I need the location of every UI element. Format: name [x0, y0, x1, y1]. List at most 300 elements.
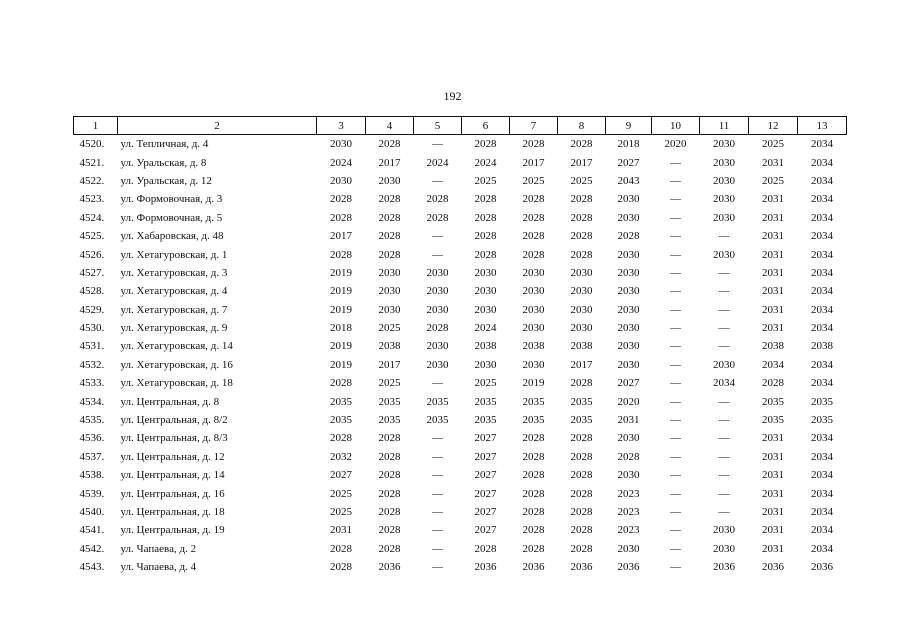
year-col-11-cell: 2034 [713, 377, 735, 390]
year-col-4-cell: 2028 [378, 469, 401, 482]
year-col-6-cell: 2028 [474, 138, 497, 151]
year-col-12-cell: 2034 [762, 358, 784, 371]
year-col-9-cell: 2027 [617, 377, 640, 390]
year-col-9-cell: 2027 [617, 156, 640, 169]
address-cell: ул. Центральная, д. 8/2 [120, 414, 228, 427]
table-row [74, 209, 847, 227]
table-row [74, 264, 847, 282]
year-col-13-cell: 2034 [811, 322, 833, 335]
year-col-5-cell: 2028 [426, 211, 449, 224]
year-col-11-cell: 2030 [713, 211, 735, 224]
year-col-3-cell: 2025 [330, 487, 352, 500]
year-col-6-cell: 2030 [474, 285, 497, 298]
year-col-5-cell: 2028 [426, 322, 449, 335]
year-col-5-cell: 2030 [426, 303, 449, 316]
year-col-10-cell: — [670, 340, 681, 353]
year-col-10-cell: — [670, 230, 681, 243]
address-cell: ул. Хетагуровская, д. 9 [120, 322, 228, 335]
year-col-5-cell: — [432, 561, 443, 574]
year-col-13-cell: 2034 [811, 211, 833, 224]
year-col-4-cell: 2028 [378, 230, 401, 243]
record-number-cell: 4539. [79, 487, 105, 500]
year-col-11-cell: 2030 [713, 138, 735, 151]
year-col-10-cell: — [670, 506, 681, 518]
year-col-3-cell: 2028 [330, 561, 352, 574]
year-col-9-cell: 2028 [617, 450, 640, 463]
year-col-7-cell: 2030 [522, 266, 545, 279]
address-cell: ул. Центральная, д. 18 [120, 506, 225, 518]
address-cell: ул. Чапаева, д. 2 [120, 542, 197, 555]
year-col-12-cell: 2036 [762, 561, 784, 574]
year-col-13-cell: 2034 [811, 358, 833, 371]
year-col-7-cell: 2028 [522, 211, 545, 224]
year-col-9-cell: 2031 [617, 414, 640, 427]
address-cell: ул. Тепличная, д. 4 [120, 138, 209, 151]
year-col-8-cell: 2030 [570, 303, 593, 316]
year-col-4-cell: 2038 [378, 340, 401, 353]
year-col-8-cell: 2028 [570, 487, 593, 500]
year-col-10-cell: — [670, 322, 681, 335]
year-col-11-cell: 2030 [713, 193, 735, 206]
year-col-8-cell: 2028 [570, 524, 593, 537]
record-number-cell: 4540. [79, 506, 105, 518]
year-col-4-cell: 2017 [378, 358, 401, 371]
year-col-6-cell: 2025 [474, 174, 497, 187]
year-col-13-cell: 2034 [811, 432, 833, 445]
year-col-8-cell: 2028 [570, 506, 593, 518]
table-row [74, 540, 847, 558]
year-col-8-cell: 2017 [570, 156, 593, 169]
year-col-10-cell: — [670, 542, 681, 555]
year-col-5-cell: — [432, 524, 443, 537]
year-col-12-cell: 2031 [762, 248, 784, 261]
year-col-5-cell: — [432, 248, 443, 261]
year-col-6-cell: 2038 [474, 340, 497, 353]
year-col-8-cell: 2028 [570, 377, 593, 390]
year-col-6-cell: 2024 [474, 322, 497, 335]
table-row [74, 135, 847, 154]
year-col-5-cell: — [432, 138, 443, 151]
year-col-3-cell: 2028 [330, 248, 352, 261]
year-col-8-cell: 2028 [570, 432, 593, 445]
year-col-4-cell: 2028 [378, 211, 401, 224]
year-col-5-cell: 2028 [426, 193, 449, 206]
address-cell: ул. Уральская, д. 8 [120, 156, 207, 169]
year-col-6-cell: 2028 [474, 542, 497, 555]
year-col-12-cell: 2038 [762, 340, 784, 353]
year-col-10-cell: — [670, 358, 681, 371]
year-col-12-cell: 2031 [762, 524, 784, 537]
year-col-12-cell: 2031 [762, 230, 784, 243]
year-col-7-cell: 2028 [522, 450, 545, 463]
year-col-12-cell: 2031 [762, 193, 784, 206]
address-cell: ул. Хетагуровская, д. 18 [120, 377, 233, 390]
year-col-9-cell: 2030 [617, 322, 640, 335]
year-col-9-cell: 2030 [617, 432, 640, 445]
address-cell: ул. Формовочная, д. 3 [120, 193, 223, 206]
table-row [74, 301, 847, 319]
address-cell: ул. Хетагуровская, д. 7 [120, 303, 228, 316]
year-col-4-cell: 2028 [378, 193, 401, 206]
year-col-3-cell: 2031 [330, 524, 352, 537]
year-col-7-cell: 2035 [522, 414, 545, 427]
year-col-4-cell: 2030 [378, 303, 401, 316]
record-number-cell: 4525. [79, 230, 105, 243]
year-col-6-cell: 2030 [474, 303, 497, 316]
year-col-5-cell: — [432, 506, 443, 518]
year-col-4-cell: 2017 [378, 156, 401, 169]
address-cell: ул. Центральная, д. 8 [120, 395, 220, 408]
year-col-8-cell: 2028 [570, 230, 593, 243]
column-header: 13 [798, 117, 847, 135]
year-col-10-cell: — [670, 469, 681, 482]
year-col-8-cell: 2035 [570, 395, 593, 408]
year-col-12-cell: 2031 [762, 487, 784, 500]
table-row [74, 356, 847, 374]
year-col-13-cell: 2034 [811, 450, 833, 463]
year-col-7-cell: 2019 [522, 377, 545, 390]
column-header: 2 [118, 117, 317, 135]
table-row [74, 245, 847, 263]
year-col-8-cell: 2028 [570, 469, 593, 482]
year-col-12-cell: 2028 [762, 377, 784, 390]
year-col-10-cell: — [670, 285, 681, 298]
record-number-cell: 4538. [79, 469, 105, 482]
year-col-8-cell: 2028 [570, 248, 593, 261]
year-col-3-cell: 2019 [330, 340, 352, 353]
year-col-12-cell: 2035 [762, 395, 784, 408]
year-col-9-cell: 2028 [617, 230, 640, 243]
year-col-11-cell: 2036 [713, 561, 735, 574]
year-col-3-cell: 2030 [330, 174, 352, 187]
year-col-3-cell: 2018 [330, 322, 352, 335]
record-number-cell: 4536. [79, 432, 105, 445]
year-col-3-cell: 2028 [330, 377, 352, 390]
year-col-10-cell: — [670, 432, 681, 445]
year-col-4-cell: 2025 [378, 377, 401, 390]
year-col-4-cell: 2028 [378, 487, 401, 500]
address-cell: ул. Хетагуровская, д. 14 [120, 340, 233, 353]
year-col-6-cell: 2028 [474, 193, 497, 206]
year-col-4-cell: 2030 [378, 174, 401, 187]
year-col-9-cell: 2023 [617, 524, 640, 537]
year-col-11-cell: — [718, 487, 730, 500]
year-col-13-cell: 2034 [811, 266, 833, 279]
year-col-3-cell: 2028 [330, 193, 352, 206]
year-col-13-cell: 2034 [811, 193, 833, 206]
year-col-7-cell: 2030 [522, 322, 545, 335]
year-col-8-cell: 2030 [570, 266, 593, 279]
record-number-cell: 4533. [79, 377, 105, 390]
year-col-11-cell: — [718, 414, 730, 427]
year-col-3-cell: 2032 [330, 450, 352, 463]
record-number-cell: 4535. [79, 414, 105, 427]
year-col-10-cell: — [670, 266, 681, 279]
year-col-10-cell: — [670, 248, 681, 261]
year-col-6-cell: 2028 [474, 230, 497, 243]
year-col-6-cell: 2027 [474, 524, 497, 537]
year-col-13-cell: 2034 [811, 285, 833, 298]
year-col-9-cell: 2023 [617, 487, 640, 500]
year-col-5-cell: — [432, 469, 443, 482]
year-col-5-cell: — [432, 432, 443, 445]
year-col-11-cell: — [718, 230, 730, 243]
year-col-12-cell: 2031 [762, 469, 784, 482]
year-col-4-cell: 2028 [378, 432, 401, 445]
year-col-7-cell: 2028 [522, 248, 545, 261]
record-number-cell: 4528. [79, 285, 105, 298]
year-col-6-cell: 2028 [474, 248, 497, 261]
year-col-12-cell: 2031 [762, 211, 784, 224]
address-cell: ул. Хетагуровская, д. 1 [120, 248, 228, 261]
table-row [74, 374, 847, 392]
year-col-7-cell: 2028 [522, 542, 545, 555]
year-col-12-cell: 2031 [762, 542, 784, 555]
record-number-cell: 4523. [79, 193, 105, 206]
column-header: 12 [749, 117, 798, 135]
address-cell: ул. Чапаева, д. 4 [120, 561, 197, 574]
year-col-3-cell: 2024 [330, 156, 352, 169]
year-col-13-cell: 2038 [811, 340, 833, 353]
year-col-13-cell: 2034 [811, 469, 833, 482]
address-cell: ул. Хабаровская, д. 48 [120, 230, 224, 243]
year-col-7-cell: 2030 [522, 303, 545, 316]
column-header: 4 [366, 117, 414, 135]
record-number-cell: 4541. [79, 524, 105, 537]
year-col-4-cell: 2036 [378, 561, 401, 574]
year-col-8-cell: 2025 [570, 174, 593, 187]
year-col-12-cell: 2031 [762, 156, 784, 169]
year-col-7-cell: 2028 [522, 230, 545, 243]
year-col-9-cell: 2023 [617, 506, 640, 518]
year-col-12-cell: 2031 [762, 285, 784, 298]
year-col-8-cell: 2017 [570, 358, 593, 371]
table-row [74, 429, 847, 447]
column-header: 5 [414, 117, 462, 135]
year-col-11-cell: — [718, 395, 730, 408]
housing-registry-table [73, 116, 847, 576]
record-number-cell: 4522. [79, 174, 105, 187]
address-cell: ул. Хетагуровская, д. 16 [120, 358, 233, 371]
table-row [74, 484, 847, 502]
year-col-13-cell: 2034 [811, 138, 833, 151]
year-col-5-cell: — [432, 487, 443, 500]
table-row [74, 190, 847, 208]
record-number-cell: 4531. [79, 340, 105, 353]
year-col-8-cell: 2035 [570, 414, 593, 427]
year-col-9-cell: 2030 [617, 542, 640, 555]
year-col-10-cell: — [670, 524, 681, 537]
year-col-3-cell: 2019 [330, 303, 352, 316]
year-col-5-cell: 2030 [426, 340, 449, 353]
year-col-11-cell: — [718, 322, 730, 335]
record-number-cell: 4529. [79, 303, 105, 316]
year-col-3-cell: 2027 [330, 469, 352, 482]
year-col-9-cell: 2030 [617, 303, 640, 316]
year-col-10-cell: 2020 [664, 138, 687, 151]
year-col-9-cell: 2030 [617, 285, 640, 298]
year-col-12-cell: 2025 [762, 138, 784, 151]
year-col-11-cell: 2030 [713, 174, 735, 187]
year-col-9-cell: 2030 [617, 266, 640, 279]
year-col-13-cell: 2034 [811, 248, 833, 261]
year-col-6-cell: 2030 [474, 358, 497, 371]
year-col-13-cell: 2035 [811, 395, 833, 408]
table-row [74, 503, 847, 521]
year-col-8-cell: 2028 [570, 450, 593, 463]
year-col-6-cell: 2027 [474, 487, 497, 500]
address-cell: ул. Формовочная, д. 5 [120, 211, 223, 224]
year-col-10-cell: — [670, 193, 681, 206]
year-col-7-cell: 2028 [522, 138, 545, 151]
table-row [74, 172, 847, 190]
record-number-cell: 4526. [79, 248, 105, 261]
year-col-9-cell: 2030 [617, 340, 640, 353]
column-header: 3 [317, 117, 366, 135]
registry-body [74, 135, 847, 577]
year-col-6-cell: 2025 [474, 377, 497, 390]
year-col-13-cell: 2034 [811, 487, 833, 500]
column-header: 9 [606, 117, 652, 135]
year-col-3-cell: 2019 [330, 358, 352, 371]
year-col-3-cell: 2028 [330, 542, 352, 555]
year-col-9-cell: 2036 [617, 561, 640, 574]
year-col-11-cell: — [718, 506, 730, 518]
year-col-10-cell: — [670, 174, 681, 187]
year-col-6-cell: 2027 [474, 450, 497, 463]
year-col-11-cell: 2030 [713, 248, 735, 261]
year-col-3-cell: 2017 [330, 230, 352, 243]
table-row [74, 153, 847, 171]
year-col-13-cell: 2034 [811, 230, 833, 243]
record-number-cell: 4542. [79, 542, 105, 555]
year-col-13-cell: 2034 [811, 174, 833, 187]
year-col-5-cell: 2024 [426, 156, 449, 169]
record-number-cell: 4521. [79, 156, 105, 169]
year-col-6-cell: 2027 [474, 432, 497, 445]
year-col-10-cell: — [670, 487, 681, 500]
record-number-cell: 4520. [79, 138, 105, 151]
year-col-7-cell: 2028 [522, 193, 545, 206]
year-col-7-cell: 2028 [522, 506, 545, 518]
year-col-12-cell: 2031 [762, 303, 784, 316]
year-col-3-cell: 2035 [330, 395, 352, 408]
year-col-8-cell: 2028 [570, 138, 593, 151]
year-col-13-cell: 2034 [811, 377, 833, 390]
year-col-7-cell: 2025 [522, 174, 545, 187]
year-col-10-cell: — [670, 450, 681, 463]
year-col-9-cell: 2030 [617, 248, 640, 261]
column-number-header-row [74, 117, 847, 135]
year-col-5-cell: 2030 [426, 285, 449, 298]
year-col-4-cell: 2028 [378, 542, 401, 555]
year-col-10-cell: — [670, 156, 681, 169]
record-number-cell: 4534. [79, 395, 105, 408]
year-col-4-cell: 2025 [378, 322, 401, 335]
year-col-11-cell: 2030 [713, 542, 735, 555]
year-col-3-cell: 2035 [330, 414, 352, 427]
table-row [74, 466, 847, 484]
record-number-cell: 4543. [79, 561, 105, 574]
year-col-7-cell: 2028 [522, 487, 545, 500]
address-cell: ул. Центральная, д. 12 [120, 450, 225, 463]
table-row [74, 227, 847, 245]
table-row [74, 558, 847, 576]
table-row [74, 392, 847, 410]
year-col-7-cell: 2030 [522, 358, 545, 371]
year-col-8-cell: 2030 [570, 322, 593, 335]
column-header: 10 [652, 117, 700, 135]
address-cell: ул. Центральная, д. 14 [120, 469, 225, 482]
address-cell: ул. Центральная, д. 19 [120, 524, 225, 537]
year-col-3-cell: 2028 [330, 432, 352, 445]
year-col-12-cell: 2031 [762, 450, 784, 463]
year-col-5-cell: — [432, 377, 443, 390]
year-col-11-cell: — [718, 285, 730, 298]
year-col-11-cell: — [718, 469, 730, 482]
year-col-9-cell: 2030 [617, 211, 640, 224]
year-col-13-cell: 2036 [811, 561, 833, 574]
year-col-10-cell: — [670, 377, 681, 390]
year-col-6-cell: 2024 [474, 156, 497, 169]
year-col-6-cell: 2030 [474, 266, 497, 279]
year-col-3-cell: 2028 [330, 211, 352, 224]
year-col-5-cell: — [432, 230, 443, 243]
year-col-10-cell: — [670, 414, 681, 427]
year-col-8-cell: 2028 [570, 542, 593, 555]
page-number: 192 [443, 89, 462, 103]
year-col-7-cell: 2030 [522, 285, 545, 298]
year-col-9-cell: 2030 [617, 193, 640, 206]
year-col-13-cell: 2034 [811, 156, 833, 169]
year-col-9-cell: 2020 [617, 395, 640, 408]
year-col-3-cell: 2030 [330, 138, 352, 151]
address-cell: ул. Хетагуровская, д. 4 [120, 285, 228, 298]
table-row [74, 521, 847, 539]
year-col-6-cell: 2027 [474, 469, 497, 482]
year-col-7-cell: 2038 [522, 340, 545, 353]
year-col-9-cell: 2030 [617, 358, 640, 371]
year-col-3-cell: 2019 [330, 266, 352, 279]
year-col-12-cell: 2031 [762, 432, 784, 445]
year-col-8-cell: 2028 [570, 211, 593, 224]
address-cell: ул. Центральная, д. 8/3 [120, 432, 228, 445]
year-col-12-cell: 2035 [762, 414, 784, 427]
record-number-cell: 4524. [79, 211, 105, 224]
address-cell: ул. Хетагуровская, д. 3 [120, 266, 228, 279]
record-number-cell: 4537. [79, 450, 105, 463]
year-col-10-cell: — [670, 395, 681, 408]
year-col-11-cell: — [718, 432, 730, 445]
year-col-13-cell: 2034 [811, 542, 833, 555]
year-col-6-cell: 2027 [474, 506, 497, 518]
table-row [74, 448, 847, 466]
year-col-7-cell: 2035 [522, 395, 545, 408]
year-col-4-cell: 2028 [378, 248, 401, 261]
year-col-5-cell: — [432, 542, 443, 555]
year-col-10-cell: — [670, 211, 681, 224]
year-col-13-cell: 2035 [811, 414, 833, 427]
year-col-13-cell: 2034 [811, 524, 833, 537]
year-col-6-cell: 2035 [474, 395, 497, 408]
year-col-10-cell: — [670, 303, 681, 316]
column-header: 11 [700, 117, 749, 135]
year-col-12-cell: 2031 [762, 322, 784, 335]
year-col-4-cell: 2030 [378, 285, 401, 298]
year-col-11-cell: — [718, 266, 730, 279]
year-col-5-cell: — [432, 450, 443, 463]
year-col-8-cell: 2038 [570, 340, 593, 353]
